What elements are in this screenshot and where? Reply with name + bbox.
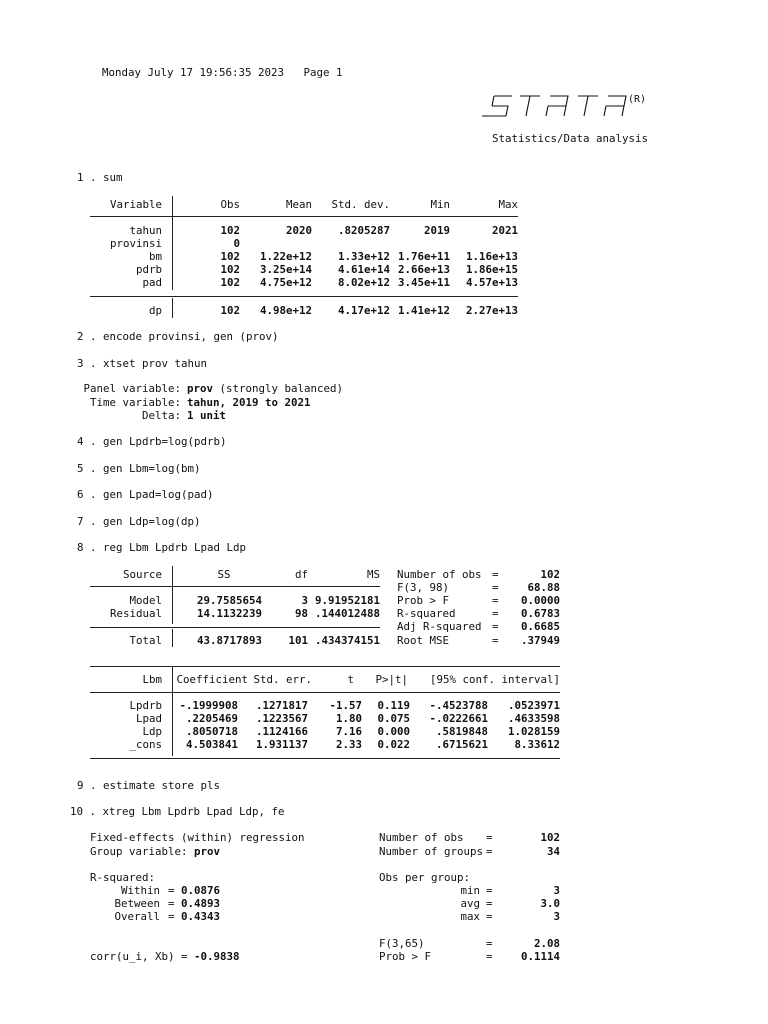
- cell: 4.98e+12: [259, 304, 312, 317]
- stat-label: R-squared: [397, 607, 456, 620]
- stat-value: 0.6783: [520, 607, 560, 620]
- command-9: 9 . estimate store pls: [77, 779, 221, 792]
- cell: 0.075: [377, 712, 410, 725]
- stat-eq: =: [486, 845, 493, 858]
- within-label: Within: [120, 884, 160, 897]
- col-header: t: [347, 673, 354, 686]
- stat-label: Prob > F: [379, 950, 432, 963]
- row-label: pad: [142, 276, 162, 289]
- stat-eq: =: [486, 897, 493, 910]
- row-label: tahun: [129, 224, 162, 237]
- cell: 2.27e+13: [465, 304, 518, 317]
- cell: 8.02e+12: [337, 276, 390, 289]
- cell: 1.33e+12: [337, 250, 390, 263]
- col-header: Mean: [285, 198, 312, 211]
- cell: .1271817: [255, 699, 308, 712]
- cell: 102: [220, 250, 240, 263]
- header-page: Page 1: [303, 66, 343, 79]
- stat-eq: =: [492, 620, 499, 633]
- col-header: Std. dev.: [331, 198, 390, 211]
- command-2: 2 . encode provinsi, gen (prov): [77, 330, 279, 343]
- col-header: Lbm: [142, 673, 162, 686]
- cell: 102: [220, 276, 240, 289]
- stat-label: max: [460, 910, 480, 923]
- trademark: (R): [628, 94, 647, 105]
- col-header: Source: [122, 568, 162, 581]
- cell: -.0222661: [429, 712, 488, 725]
- delta-label: Delta:: [141, 409, 181, 422]
- stat-value: 0.6685: [520, 620, 560, 633]
- stat-eq: =: [492, 634, 499, 647]
- cell: 0.000: [377, 725, 410, 738]
- row-label: Residual: [109, 607, 162, 620]
- stat-label: Prob > F: [397, 594, 450, 607]
- cell: 4.61e+14: [337, 263, 390, 276]
- stat-value: 102: [540, 831, 560, 844]
- col-header: P>|t|: [375, 673, 408, 686]
- stat-eq: =: [492, 607, 499, 620]
- time-value: tahun, 2019 to 2021: [187, 396, 311, 409]
- col-header: Std. err.: [253, 673, 312, 686]
- col-header: Obs: [220, 198, 240, 211]
- cell: 3: [301, 594, 308, 607]
- cell: .8050718: [185, 725, 238, 738]
- cell: 4.57e+13: [465, 276, 518, 289]
- cell: 1.86e+15: [465, 263, 518, 276]
- group-label: Group variable:: [90, 845, 188, 858]
- panel-value: prov: [187, 382, 214, 395]
- cell: 98: [294, 607, 308, 620]
- cell: 101: [288, 634, 308, 647]
- stat-eq: =: [486, 910, 493, 923]
- command-6: 6 . gen Lpad=log(pad): [77, 488, 214, 501]
- stat-eq: =: [486, 831, 493, 844]
- col-header: MS: [366, 568, 380, 581]
- group-value: prov: [194, 845, 221, 858]
- cell: .8205287: [337, 224, 390, 237]
- stat-label: F(3, 98): [397, 581, 450, 594]
- fe-title: Fixed-effects (within) regression: [90, 831, 305, 844]
- cell: 0: [233, 237, 240, 250]
- cell: 102: [220, 263, 240, 276]
- stat-label: Number of obs: [397, 568, 482, 581]
- logo-subtitle: Statistics/Data analysis: [492, 132, 649, 145]
- header-date: Monday July 17 19:56:35 2023: [102, 66, 285, 79]
- stat-label: Adj R-squared: [397, 620, 482, 633]
- stat-value: 2.08: [533, 937, 560, 950]
- panel-label: Panel variable:: [83, 382, 181, 395]
- cell: .0523971: [507, 699, 560, 712]
- cell: 4.17e+12: [337, 304, 390, 317]
- cell: .1223567: [255, 712, 308, 725]
- cell: 2019: [423, 224, 450, 237]
- stat-eq: =: [486, 937, 493, 950]
- corr-label: corr(u_i, Xb) =: [90, 950, 188, 963]
- stat-value: 102: [540, 568, 560, 581]
- cell: 4.75e+12: [259, 276, 312, 289]
- between-eq: =: [168, 897, 175, 910]
- cell: .434374151: [314, 634, 380, 647]
- stat-value: 3: [553, 910, 560, 923]
- cell: .144012488: [314, 607, 380, 620]
- cell: 2.66e+13: [397, 263, 450, 276]
- within-eq: =: [168, 884, 175, 897]
- cell: .1124166: [255, 725, 308, 738]
- row-label: Lpdrb: [129, 699, 162, 712]
- page-header: [102, 66, 343, 79]
- cell: 1.931137: [255, 738, 308, 751]
- cell: 9.91952181: [314, 594, 380, 607]
- cell: -.1999908: [179, 699, 238, 712]
- row-label: pdrb: [135, 263, 162, 276]
- between-label: Between: [114, 897, 160, 910]
- command-4: 4 . gen Lpdrb=log(pdrb): [77, 435, 227, 448]
- between-value: 0.4893: [181, 897, 221, 910]
- col-header: Max: [498, 198, 518, 211]
- cell: 0.119: [377, 699, 410, 712]
- within-value: 0.0876: [181, 884, 221, 897]
- cell: 102: [220, 304, 240, 317]
- command-3: 3 . xtset prov tahun: [77, 357, 208, 370]
- overall-value: 0.4343: [181, 910, 221, 923]
- stat-value: 0.0000: [520, 594, 560, 607]
- cell: 1.41e+12: [397, 304, 450, 317]
- overall-eq: =: [168, 910, 175, 923]
- stat-eq: =: [492, 581, 499, 594]
- cell: 1.80: [335, 712, 362, 725]
- corr-value: -0.9838: [194, 950, 240, 963]
- stat-value: 34: [546, 845, 560, 858]
- col-header: Variable: [109, 198, 162, 211]
- cell: 2021: [491, 224, 518, 237]
- command-10: 10 . xtreg Lbm Lpdrb Lpad Ldp, fe: [70, 805, 285, 818]
- cell: 1.22e+12: [259, 250, 312, 263]
- cell: .6715621: [435, 738, 488, 751]
- cell: 8.33612: [514, 738, 560, 751]
- cell: .5819848: [435, 725, 488, 738]
- col-header: Min: [430, 198, 450, 211]
- cell: 3.25e+14: [259, 263, 312, 276]
- time-label: Time variable:: [89, 396, 181, 409]
- stat-label: Number of groups: [379, 845, 484, 858]
- stat-eq: =: [486, 950, 493, 963]
- cell: .2205469: [185, 712, 238, 725]
- command-8: 8 . reg Lbm Lpdrb Lpad Ldp: [77, 541, 247, 554]
- panel-note: (strongly balanced): [219, 382, 344, 395]
- cell: 7.16: [335, 725, 362, 738]
- cell: 1.16e+13: [465, 250, 518, 263]
- cell: 43.8717893: [196, 634, 262, 647]
- stat-value: .37949: [520, 634, 560, 647]
- col-header: [95% conf. interval]: [429, 673, 560, 686]
- stat-value: 0.1114: [520, 950, 560, 963]
- row-label: provinsi: [109, 237, 162, 250]
- obs-group-label: Obs per group:: [379, 871, 471, 884]
- cell: 2020: [285, 224, 312, 237]
- delta-value: 1 unit: [187, 409, 227, 422]
- stat-label: Root MSE: [397, 634, 450, 647]
- row-label: dp: [148, 304, 162, 317]
- command-7: 7 . gen Ldp=log(dp): [77, 515, 201, 528]
- cell: 2.33: [335, 738, 362, 751]
- stat-value: 3: [553, 884, 560, 897]
- cell: -.4523788: [429, 699, 488, 712]
- row-label: Model: [129, 594, 162, 607]
- stat-eq: =: [492, 568, 499, 581]
- col-header: SS: [217, 568, 231, 581]
- cell: 29.7585654: [196, 594, 262, 607]
- stat-label: Number of obs: [379, 831, 464, 844]
- row-label: Total: [129, 634, 162, 647]
- cell: 4.503841: [185, 738, 238, 751]
- col-header: df: [294, 568, 308, 581]
- cell: 14.1132239: [196, 607, 262, 620]
- command-5: 5 . gen Lbm=log(bm): [77, 462, 201, 475]
- row-label: Ldp: [142, 725, 162, 738]
- stata-logo: [478, 92, 678, 132]
- row-label: bm: [148, 250, 162, 263]
- rsq-label: R-squared:: [90, 871, 156, 884]
- overall-label: Overall: [114, 910, 160, 923]
- cell: 1.028159: [507, 725, 560, 738]
- row-label: Lpad: [135, 712, 162, 725]
- cell: .4633598: [507, 712, 560, 725]
- cell: 0.022: [377, 738, 410, 751]
- command-1: 1 . sum: [77, 171, 123, 184]
- stat-value: 68.88: [527, 581, 560, 594]
- stat-eq: =: [486, 884, 493, 897]
- stat-label: F(3,65): [379, 937, 425, 950]
- cell: 3.45e+11: [397, 276, 450, 289]
- stat-eq: =: [492, 594, 499, 607]
- stat-value: 3.0: [540, 897, 560, 910]
- row-label: _cons: [129, 738, 162, 751]
- stat-label: avg: [460, 897, 480, 910]
- col-header: Coefficient: [176, 673, 248, 686]
- cell: -1.57: [329, 699, 362, 712]
- cell: 1.76e+11: [397, 250, 450, 263]
- cell: 102: [220, 224, 240, 237]
- stat-label: min: [460, 884, 480, 897]
